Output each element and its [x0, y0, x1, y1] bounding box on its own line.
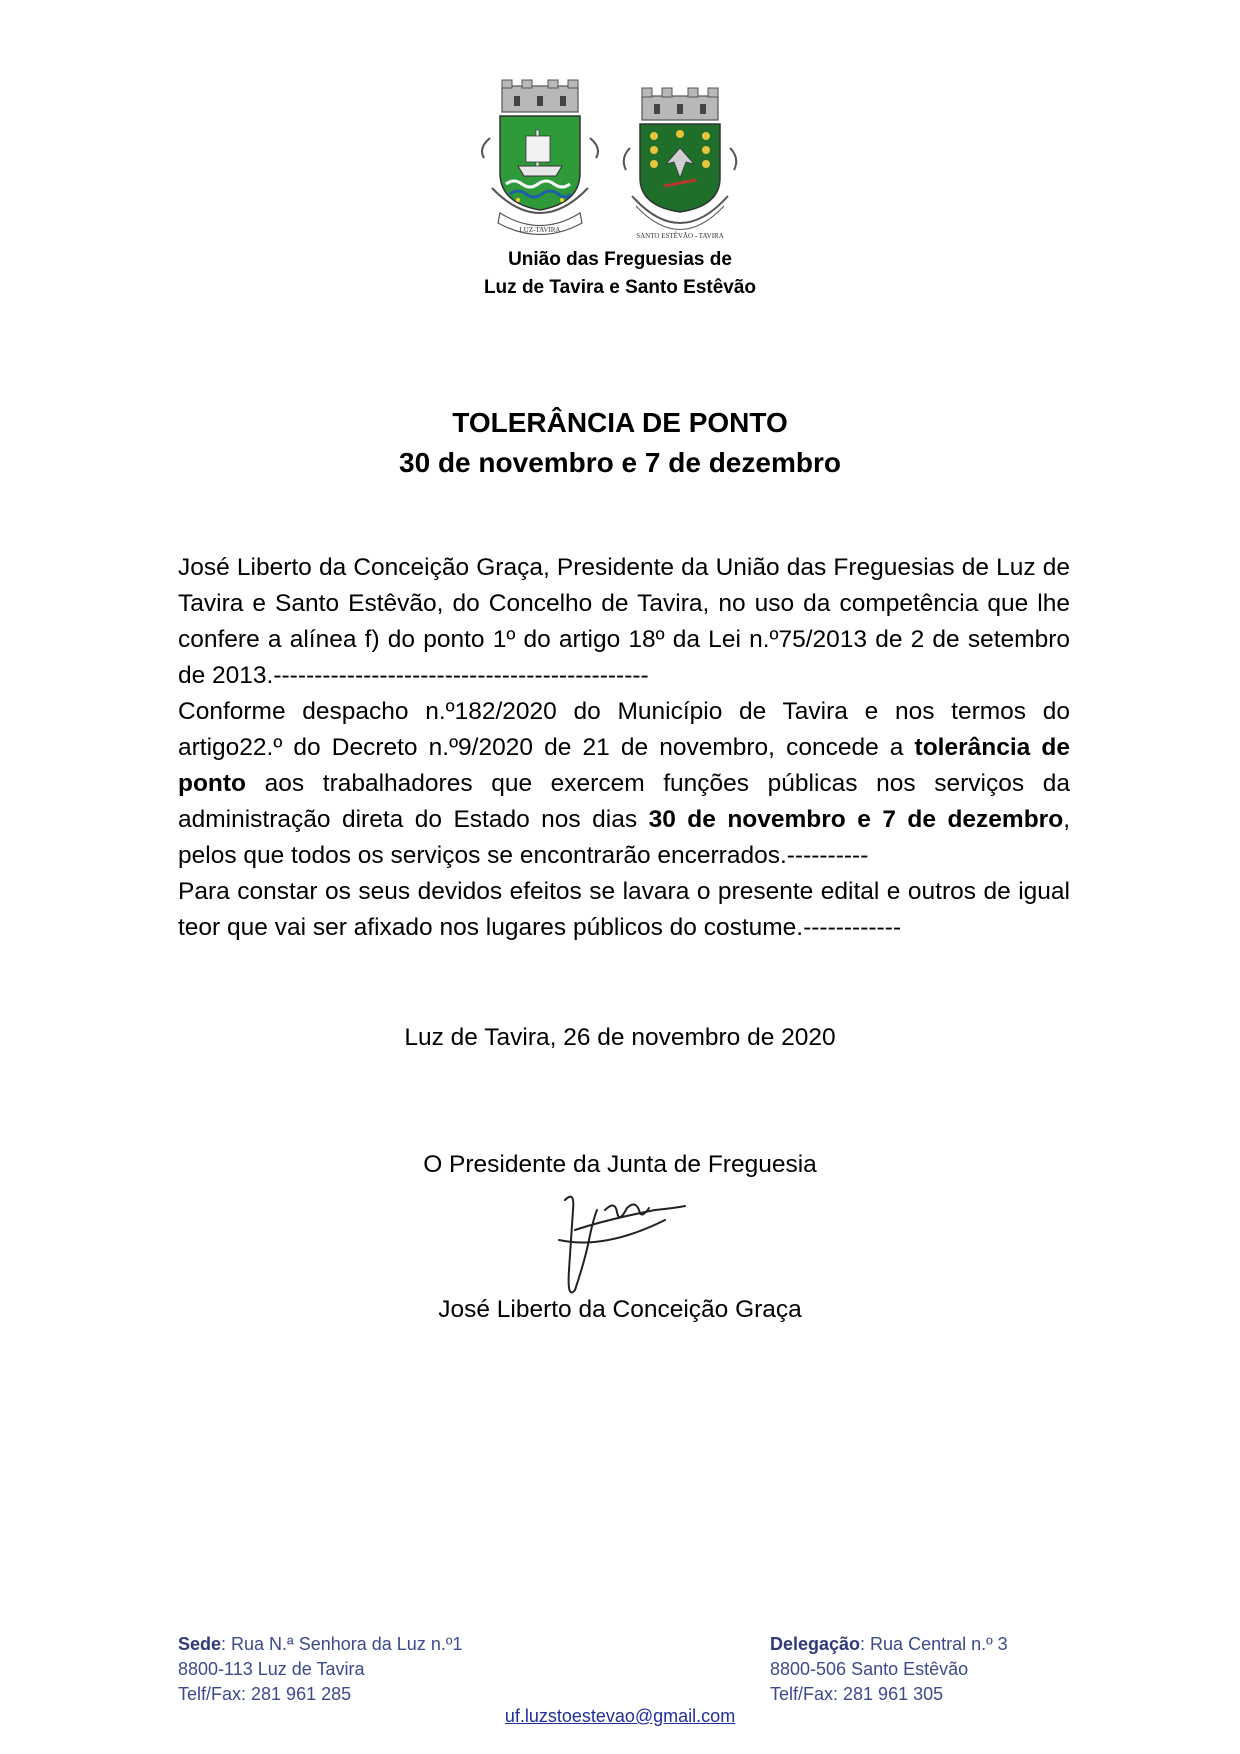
santo-estevao-crest-icon	[624, 88, 737, 240]
footer-delegacao-line2: 8800-506 Santo Estêvão	[770, 1659, 969, 1679]
signatory-role: O Presidente da Junta de Freguesia	[423, 1151, 817, 1178]
body-p1-text: Presidente da União das Freguesias de Luz de Tavira e Santo Estêvão, do Concelho de Tavira, no uso da competência que lhe confere a alínea f) do ponto 1º do artigo 18º da Lei n.º75/2013 de 2 de setembro de 2013.----------------------------------------------	[178, 554, 1070, 689]
luz-crest-icon	[482, 80, 598, 235]
footer-delegacao-label: Delegação	[770, 1634, 861, 1654]
signatory-name: José Liberto da Conceição Graça	[438, 1296, 802, 1323]
document-subtitle: 30 de novembro e 7 de dezembro	[399, 447, 841, 478]
body-paragraph-2	[178, 694, 1070, 874]
footer-sede-label: Sede	[178, 1634, 222, 1654]
place-date: Luz de Tavira, 26 de novembro de 2020	[404, 1024, 836, 1051]
body-p2-c: aos trabalhadores que exercem funções públicas nos serviços da administração direta do Estado nos dias	[178, 770, 1070, 833]
luz-crest-legend: LUZ-TAVIRA	[519, 226, 561, 234]
footer-sede-line1	[178, 1632, 462, 1657]
footer-delegacao-address: : Rua Central n.º 3	[860, 1634, 1008, 1654]
document-title: TOLERÂNCIA DE PONTO	[452, 407, 788, 438]
footer-delegacao-line3: Telf/Fax: 281 961 305	[770, 1684, 944, 1704]
body-p2-bold-dates: 30 de novembro e 7 de dezembro	[648, 806, 1064, 833]
footer-sede	[178, 1632, 462, 1707]
santo-estevao-crest-legend: SANTO ESTÊVÃO - TAVIRA	[636, 232, 724, 240]
org-name-line2: Luz de Tavira e Santo Estêvão	[483, 277, 757, 298]
body-paragraph-3: Para constar os seus devidos efeitos se lavara o presente edital e outros de igual teor que vai ser afixado nos lugares públicos do costume.------------	[178, 878, 1070, 941]
footer-sede-line3: Telf/Fax: 281 961 285	[178, 1684, 352, 1704]
footer-delegacao	[770, 1632, 1008, 1707]
body-paragraph-1	[178, 550, 1070, 694]
body-p2-a: Conforme despacho n.º182/2020 do Município de Tavira e nos termos do artigo22.º do Decreto n.º9/2020 de 21 de novembro, concede a	[178, 698, 1070, 761]
org-name-line1: União das Freguesias de	[508, 249, 732, 270]
president-name-intro: José Liberto da Conceição Graça,	[178, 554, 550, 581]
email-link[interactable]: uf.luzstoestevao@gmail.com	[504, 1706, 736, 1726]
coats-of-arms	[470, 78, 790, 248]
footer-delegacao-line1	[770, 1632, 1008, 1657]
footer-sede-address: : Rua N.ª Senhora da Luz n.º1	[221, 1634, 463, 1654]
footer-sede-line2: 8800-113 Luz de Tavira	[178, 1659, 365, 1679]
body-p2-e: , pelos que todos os serviços se encontrarão encerrados.----------	[178, 806, 1070, 869]
body-p2-bold-tolerancia: tolerância de ponto	[178, 734, 1070, 797]
document-body	[178, 550, 1070, 946]
